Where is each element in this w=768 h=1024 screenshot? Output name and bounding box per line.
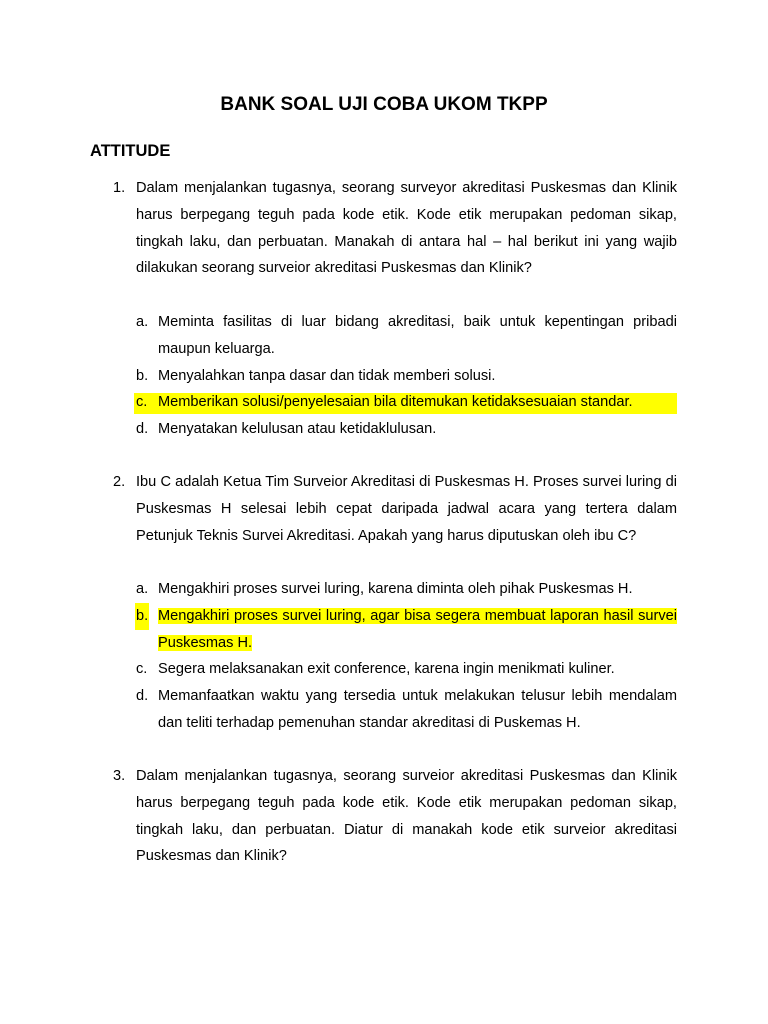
option-text: Mengakhiri proses survei luring, karena diminta oleh pihak Puskesmas H. bbox=[158, 581, 633, 597]
question-number: 1. bbox=[113, 180, 126, 196]
option-text: Menyatakan kelulusan atau ketidaklulusan. bbox=[158, 421, 437, 438]
option-text: Memanfaatkan waktu yang tersedia untuk melakukan telusur lebih mendalam dan teliti terhadap pemenuhan standar akreditasi di Puskemas H. bbox=[158, 688, 677, 731]
option-letter: b. bbox=[136, 367, 149, 384]
option-letter: c. bbox=[136, 661, 148, 678]
option-letter: a. bbox=[136, 581, 149, 597]
section-heading: ATTITUDE bbox=[90, 142, 171, 160]
option-list bbox=[0, 309, 768, 443]
option-text: Meminta fasilitas di luar bidang akreditasi, baik untuk kepentingan pribadi maupun keluarga. bbox=[158, 314, 677, 357]
document-title: BANK SOAL UJI COBA UKOM TKPP bbox=[220, 94, 548, 115]
question-text: Dalam menjalankan tugasnya, seorang surveyor akreditasi Puskesmas dan Klinik harus berpegang teguh pada kode etik. Kode etik merupakan pedoman sikap, tingkah laku, dan perbuatan. Manakah di antara hal – hal berikut ini yang wajib dilakukan seorang surveior akreditasi Puskesmas dan Klinik? bbox=[136, 180, 677, 277]
question-text: Dalam menjalankan tugasnya, seorang surveior akreditasi Puskesmas dan Klinik harus berpegang teguh pada kode etik. Kode etik merupakan pedoman sikap, tingkah laku, dan perbuatan. Diatur di manakah kode etik surveior akreditasi Puskesmas dan Klinik? bbox=[136, 768, 677, 865]
highlighted-answer: Mengakhiri proses survei luring, agar bisa segera membuat laporan hasil survei Puskesmas H. bbox=[158, 607, 677, 651]
option-a bbox=[0, 576, 768, 603]
option-d bbox=[0, 683, 768, 737]
option-b-highlighted bbox=[0, 603, 768, 657]
option-b bbox=[0, 363, 768, 390]
option-letter: a. bbox=[136, 314, 149, 330]
option-c bbox=[0, 656, 768, 683]
option-a bbox=[0, 309, 768, 363]
option-text bbox=[158, 603, 677, 657]
option-letter: d. bbox=[136, 421, 149, 438]
option-text: Memberikan solusi/penyelesaian bila ditemukan ketidaksesuaian standar. bbox=[158, 394, 633, 411]
option-list bbox=[0, 576, 768, 737]
option-letter: b. bbox=[135, 603, 149, 630]
option-c-highlighted bbox=[0, 389, 768, 416]
option-d bbox=[0, 416, 768, 443]
question-number: 3. bbox=[113, 768, 126, 784]
option-letter: c. bbox=[136, 394, 148, 411]
question-text: Ibu C adalah Ketua Tim Surveior Akreditasi di Puskesmas H. Proses survei luring di Puskesmas H selesai lebih cepat daripada jadwal acara yang tertera dalam Petunjuk Teknis Survei Akreditasi. Apakah yang harus diputuskan oleh ibu C? bbox=[136, 474, 677, 544]
option-text: Segera melaksanakan exit conference, karena ingin menikmati kuliner. bbox=[158, 661, 615, 678]
option-text: Menyalahkan tanpa dasar dan tidak memberi solusi. bbox=[158, 367, 496, 384]
question-number: 2. bbox=[113, 474, 126, 490]
option-letter: d. bbox=[136, 688, 149, 705]
